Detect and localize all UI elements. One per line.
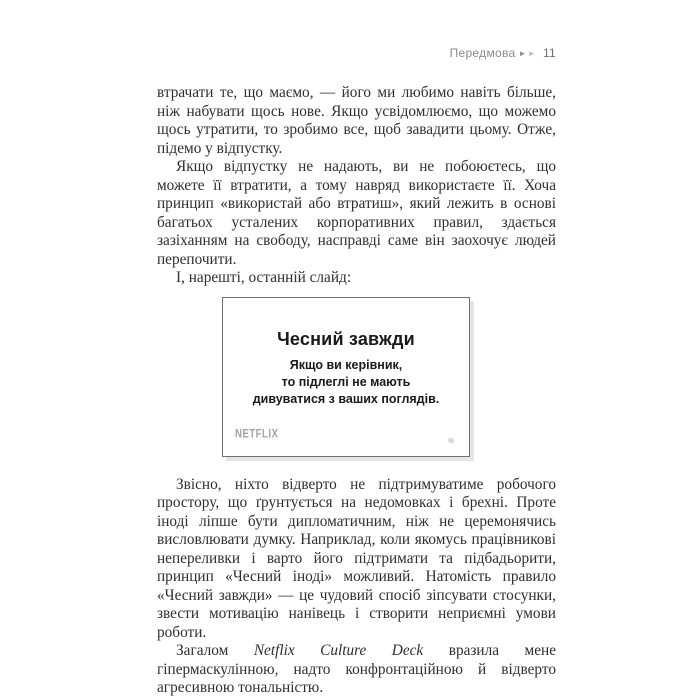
running-head xyxy=(157,46,556,60)
header-arrow-icon: ► xyxy=(527,49,536,58)
paragraph-slide-intro: І, нарешті, останній слайд: xyxy=(176,269,352,286)
slide-body-line: дивуватися з ваших поглядів. xyxy=(252,392,440,406)
slide-body-line: то підлеглі не мають xyxy=(281,375,411,389)
slide-body-line: Якщо ви керівник, xyxy=(289,358,403,372)
header-arrow-icon: ► xyxy=(518,49,527,58)
paragraph: Звісно, ніхто відверто не підтримуватиме робочого простору, що ґрунтується на недомовках і брехні. Проте іноді ліпше бути дипломатичним, ніж не церемонячись висловлювати думку. Наприклад, коли якомусь працівникові непереливки і варто його підтримати та підбадьорити, принцип «Чесний іноді» можливий. Натомість правило «Чесний завжди» — це чудовий спосіб зіпсувати стосунки, звести мотивацію нанівець і створити неприємні умови роботи. xyxy=(157,475,556,641)
book-title-italic: Netflix Culture Deck xyxy=(253,642,424,659)
body-text-column xyxy=(157,84,556,698)
paragraph-continuation: втрачати те, що маємо, — його ми любимо навіть більше, ніж набувати щось нове. Якщо усвідомлюємо, що можемо щось утратити, то зробимо все, щоб завадити цьому. Отже, підемо у відпустку. xyxy=(157,84,556,157)
netflix-slide-card xyxy=(222,297,470,457)
netflix-logo: NETFLIX xyxy=(235,428,279,441)
slide-title: Чесний завжди xyxy=(277,328,415,349)
page-number: 11 xyxy=(542,46,556,60)
paragraph: Якщо відпустку не надають, ви не побоюєтесь, що можете її втратити, а тому навряд використаєте її. Хоча принцип «використай або втратиш», який лежить в основі багатьох усталених корпоративних правил, здається зазіханням на свободу, насправді саме він заохочує людей перепочити. xyxy=(157,158,556,268)
paragraph-closing xyxy=(157,642,556,698)
slide-corner-mark-icon xyxy=(448,438,454,443)
slide-body xyxy=(223,357,469,408)
closing-prefix: Загалом xyxy=(176,642,254,659)
closing-suffix: вразила мене гіпермаскулінною, надто конфронтаційною й відверто агресивною тональністю. xyxy=(157,642,556,696)
chapter-title: Передмова xyxy=(449,46,516,60)
